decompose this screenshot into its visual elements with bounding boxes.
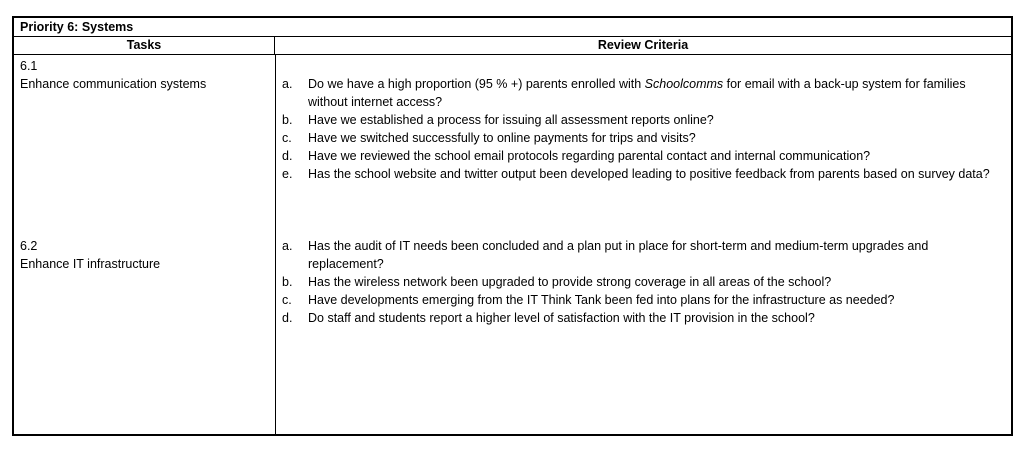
criteria-letter: c. (282, 131, 292, 145)
task-6-1 (20, 57, 270, 93)
criteria-text: Has the wireless network been upgraded to provide strong coverage in all areas of the school? (308, 275, 832, 289)
criteria-text: Has the school website and twitter output been developed leading to positive feedback from parents based on survey data? (308, 167, 990, 181)
header-row (14, 37, 1011, 55)
criteria-text: Have we switched successfully to online payments for trips and visits? (308, 131, 696, 145)
criteria-item (282, 147, 1002, 165)
criteria-item (282, 237, 1002, 273)
criteria-letter: b. (282, 113, 293, 127)
criteria-item (282, 75, 1002, 111)
schoolcomms-name: Schoolcomms (644, 77, 724, 91)
task-title: Enhance IT infrastructure (20, 257, 161, 271)
criteria-letter: a. (282, 239, 293, 253)
criteria-letter: a. (282, 77, 293, 91)
criteria-header: Review Criteria (597, 38, 689, 52)
criteria-item (282, 129, 1002, 147)
column-divider (275, 55, 276, 434)
criteria-text: Do staff and students report a higher level of satisfaction with the IT provision in the school? (308, 311, 815, 325)
table-title: Priority 6: Systems (14, 18, 1011, 37)
criteria-list-6-2 (282, 237, 1002, 327)
criteria-item (282, 291, 1002, 309)
criteria-text: Have developments emerging from the IT Think Tank been fed into plans for the infrastructure as needed? (308, 293, 895, 307)
tasks-header: Tasks (14, 37, 275, 54)
criteria-letter: d. (282, 149, 293, 163)
task-6-2 (20, 237, 270, 273)
criteria-letter: c. (282, 293, 292, 307)
task-title: Enhance communication systems (20, 77, 207, 91)
task-number: 6.2 (20, 239, 38, 253)
criteria-item (282, 309, 1002, 327)
criteria-item (282, 273, 1002, 291)
criteria-text: Have we established a process for issuing all assessment reports online? (308, 113, 714, 127)
criteria-text: Has the audit of IT needs been concluded and a plan put in place for short-term and medium-term upgrades and replacement? (308, 239, 929, 271)
priority-table (12, 16, 1013, 436)
task-number: 6.1 (20, 59, 38, 73)
criteria-item (282, 165, 1002, 183)
criteria-letter: b. (282, 275, 293, 289)
criteria-letter: e. (282, 167, 293, 181)
criteria-letter: d. (282, 311, 293, 325)
criteria-text: Do we have a high proportion (95 % +) parents enrolled with Schoolcomms for email with a back-up system for families without internet access? (308, 77, 966, 109)
criteria-item (282, 111, 1002, 129)
criteria-text: Have we reviewed the school email protocols regarding parental contact and internal communication? (308, 149, 871, 163)
table-body (14, 55, 1011, 434)
criteria-list-6-1 (282, 75, 1002, 183)
